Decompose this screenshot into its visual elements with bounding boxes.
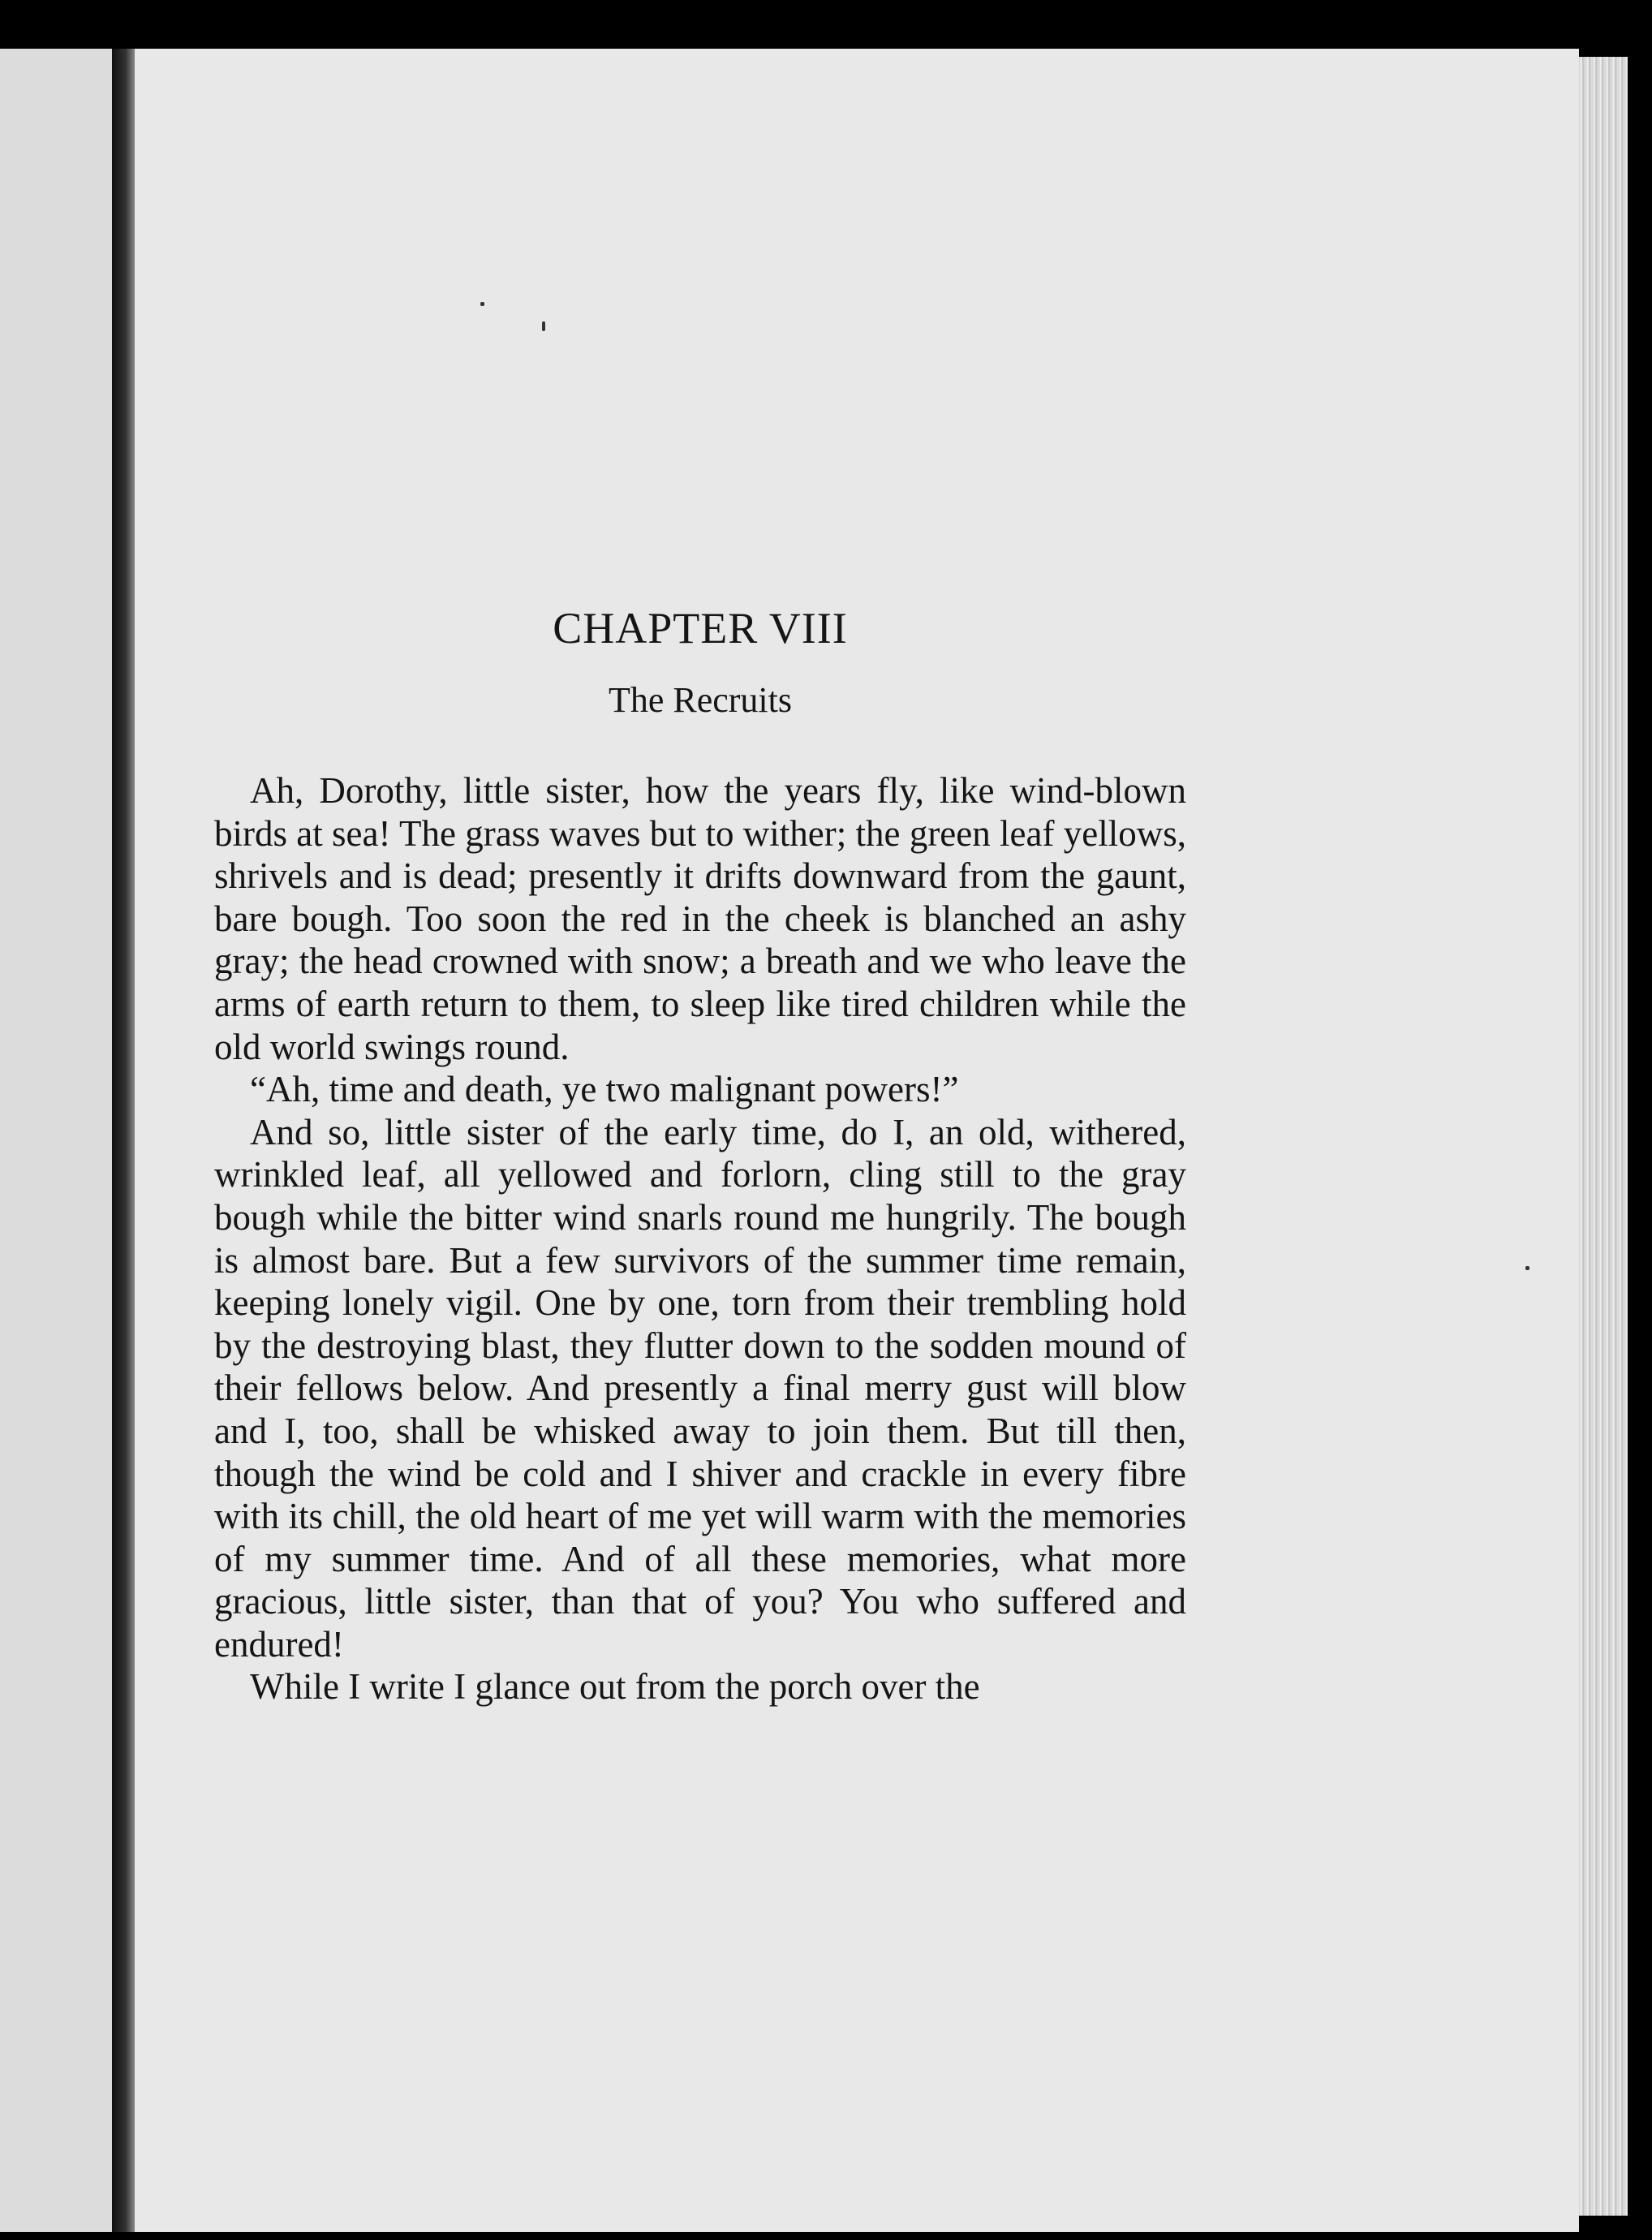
scan-speck	[1525, 1266, 1529, 1270]
left-page-edge	[0, 49, 112, 2232]
gutter-shadow	[112, 49, 135, 2232]
chapter-title: CHAPTER VIII	[553, 604, 848, 653]
paragraph: Ah, Dorothy, little sister, how the years fly, like wind-blown birds at sea! The grass waves but to wither; the green leaf yellows, shrivels and is dead; presently it drifts downward from the gaunt, bare bough. Too soon the red in the cheek is blanched an ashy gray; the head crowned with snow; a breath and we who leave the arms of earth return to them, to sleep like tired children while the old world swings round.	[214, 770, 1186, 1067]
paragraph: While I write I glance out from the porch over the	[250, 1666, 980, 1708]
page-text	[214, 601, 1186, 1708]
page-block-edge	[1579, 57, 1628, 2216]
scan-speck	[480, 302, 484, 306]
scan-speck	[542, 321, 545, 331]
chapter-subtitle: The Recruits	[608, 680, 793, 720]
paragraph: “Ah, time and death, ye two malignant powers!”	[250, 1069, 959, 1110]
paragraph: And so, little sister of the early time, do I, an old, withered, wrinkled leaf, all yellowed and forlorn, cling still to the gray bough while the bitter wind snarls round me hungrily. The bough is almost bare. But a few survivors of the summer time remain, keeping lonely vigil. One by one, torn from their trembling hold by the destroying blast, they flutter down to the sodden mound of their fellows below. And presently a final merry gust will blow and I, too, shall be whisked away to join them. But till then, though the wind be cold and I shiver and crackle in every fibre with its chill, the old heart of me yet will warm with the memories of my summer time. And of all these memories, what more gracious, little sister, than that of you? You who suffered and endured!	[214, 1111, 1186, 1665]
